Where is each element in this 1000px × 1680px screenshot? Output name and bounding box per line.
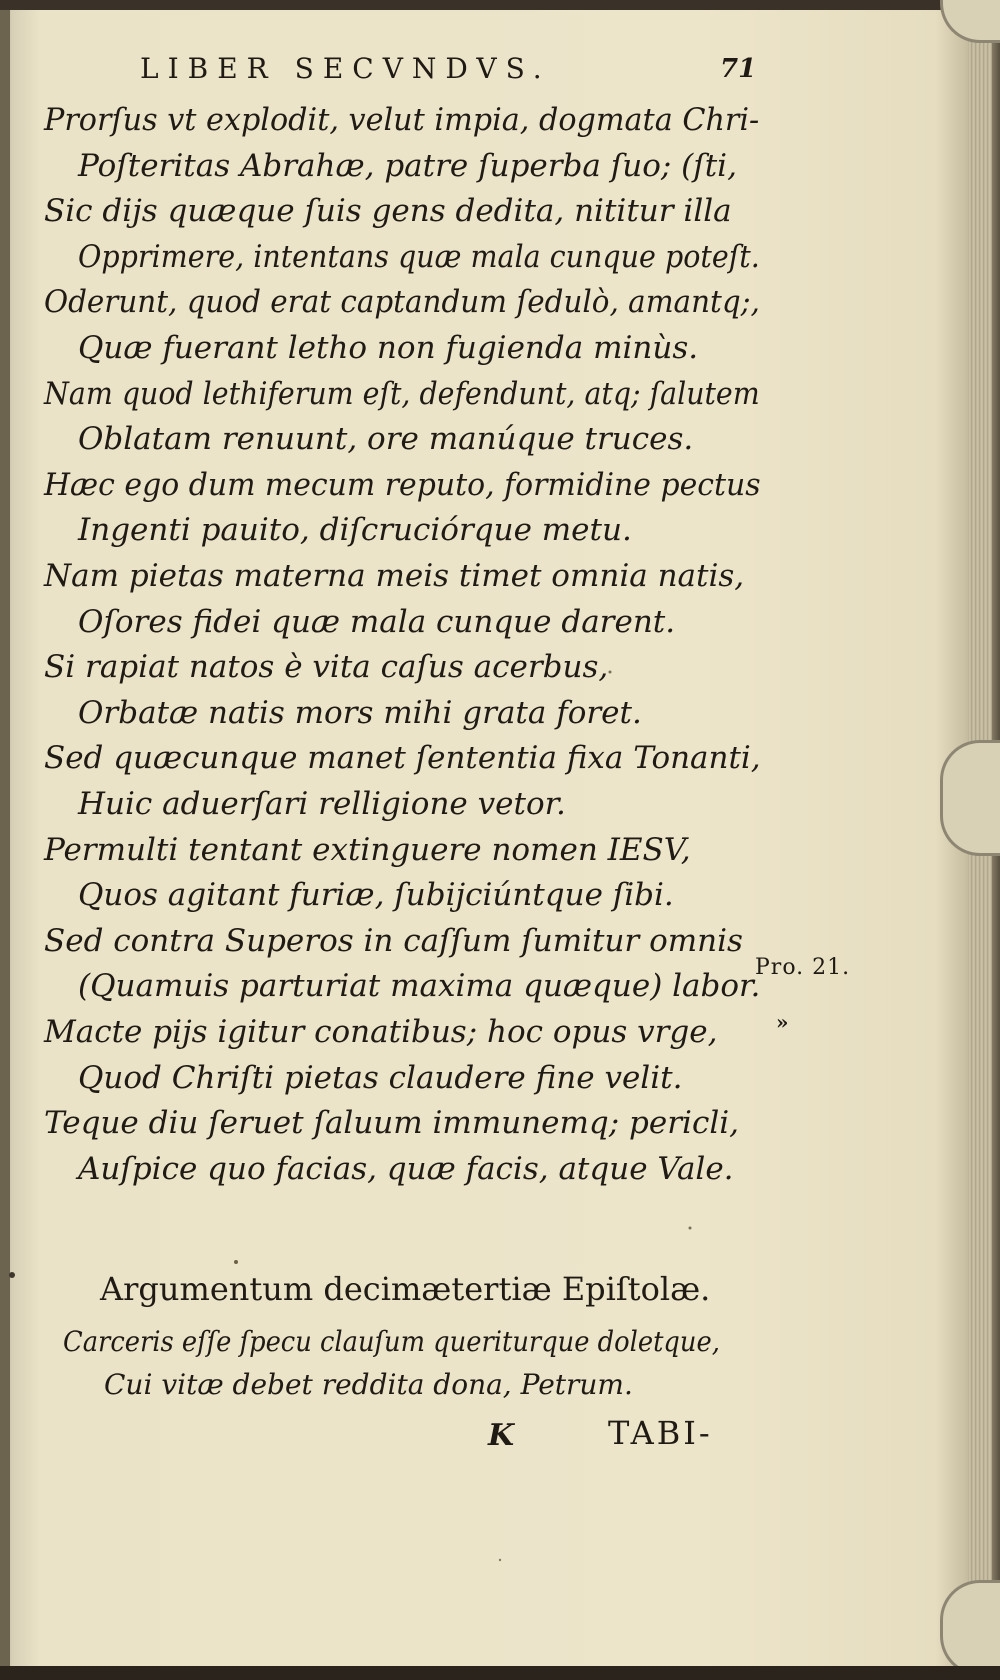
verse-line: Quod Chriſti pietas claudere fine velit. <box>78 1060 683 1096</box>
argument-title: Argumentum decimætertiæ Epiſtolæ. <box>100 1270 711 1308</box>
verse-line: Sed contra Superos in caſſum ſumitur omnis <box>44 923 743 959</box>
verse-line: Huic aduerſari relligione vetor. <box>78 786 566 822</box>
verse-line: Opprimere, intentans quæ mala cunque poteſt. <box>78 239 760 275</box>
verse-line: Oderunt, quod erat captandum ſedulò, amantq;, <box>44 284 760 320</box>
verse-line: Si rapiat natos è vita caſus acerbus, <box>44 649 609 685</box>
catchword: TABI- <box>608 1414 713 1452</box>
verse-line: Quos agitant furiæ, ſubijciúntque ſibi. <box>78 877 674 913</box>
verse-line: Prorſus vt explodit, velut impia, dogmata Chri- <box>44 102 760 138</box>
verse-line: Teque diu ſeruet ſaluum immunemq; pericli, <box>44 1105 740 1141</box>
argument-line: Cui vitæ debet reddita dona, Petrum. <box>104 1368 633 1401</box>
verse-line: Sic dijs quæque ſuis gens dedita, nititur illa <box>44 193 732 229</box>
verse-line: (Quamuis parturiat maxima quæque) labor. <box>78 968 761 1004</box>
verse-line: Nam pietas materna meis timet omnia natis, <box>44 558 745 594</box>
verse-line: Nam quod lethiferum eſt, defendunt, atq; ſalutem <box>44 376 760 412</box>
running-title: LIBER SECVNDVS. <box>140 52 551 85</box>
verse-line: Auſpice quo facias, quæ facis, atque Vale. <box>78 1151 734 1187</box>
verse-line: Ingenti pauito, diſcruciórque metu. <box>78 512 632 548</box>
verse-line: Oblatam renuunt, ore manúque truces. <box>78 421 694 457</box>
verse-line: Macte pijs igitur conatibus; hoc opus vrge, <box>44 1014 718 1050</box>
verse-line: Poſteritas Abrahæ, patre ſuperba ſuo; (ſti, <box>78 148 737 184</box>
verse-line: Orbatæ natis mors mihi grata foret. <box>78 695 642 731</box>
verse-line: Quæ fuerant letho non fugienda minùs. <box>78 330 699 366</box>
verse-line: Permulti tentant extinguere nomen IESV, <box>44 832 691 868</box>
signature-mark: K <box>488 1418 515 1453</box>
verse-line: Oſores fidei quæ mala cunque darent. <box>78 604 676 640</box>
verse-line: Sed quæcunque manet ſententia fixa Tonanti, <box>44 740 761 776</box>
margin-reference: Pro. 21. <box>755 955 851 980</box>
margin-quote-mark: » <box>776 1010 789 1034</box>
argument-line: Carceris eſſe ſpecu clauſum queriturque doletque, <box>63 1325 720 1358</box>
verse-line: Hæc ego dum mecum reputo, formidine pectus <box>44 467 761 503</box>
folio-number: 71 <box>720 54 757 84</box>
running-header <box>140 52 780 92</box>
